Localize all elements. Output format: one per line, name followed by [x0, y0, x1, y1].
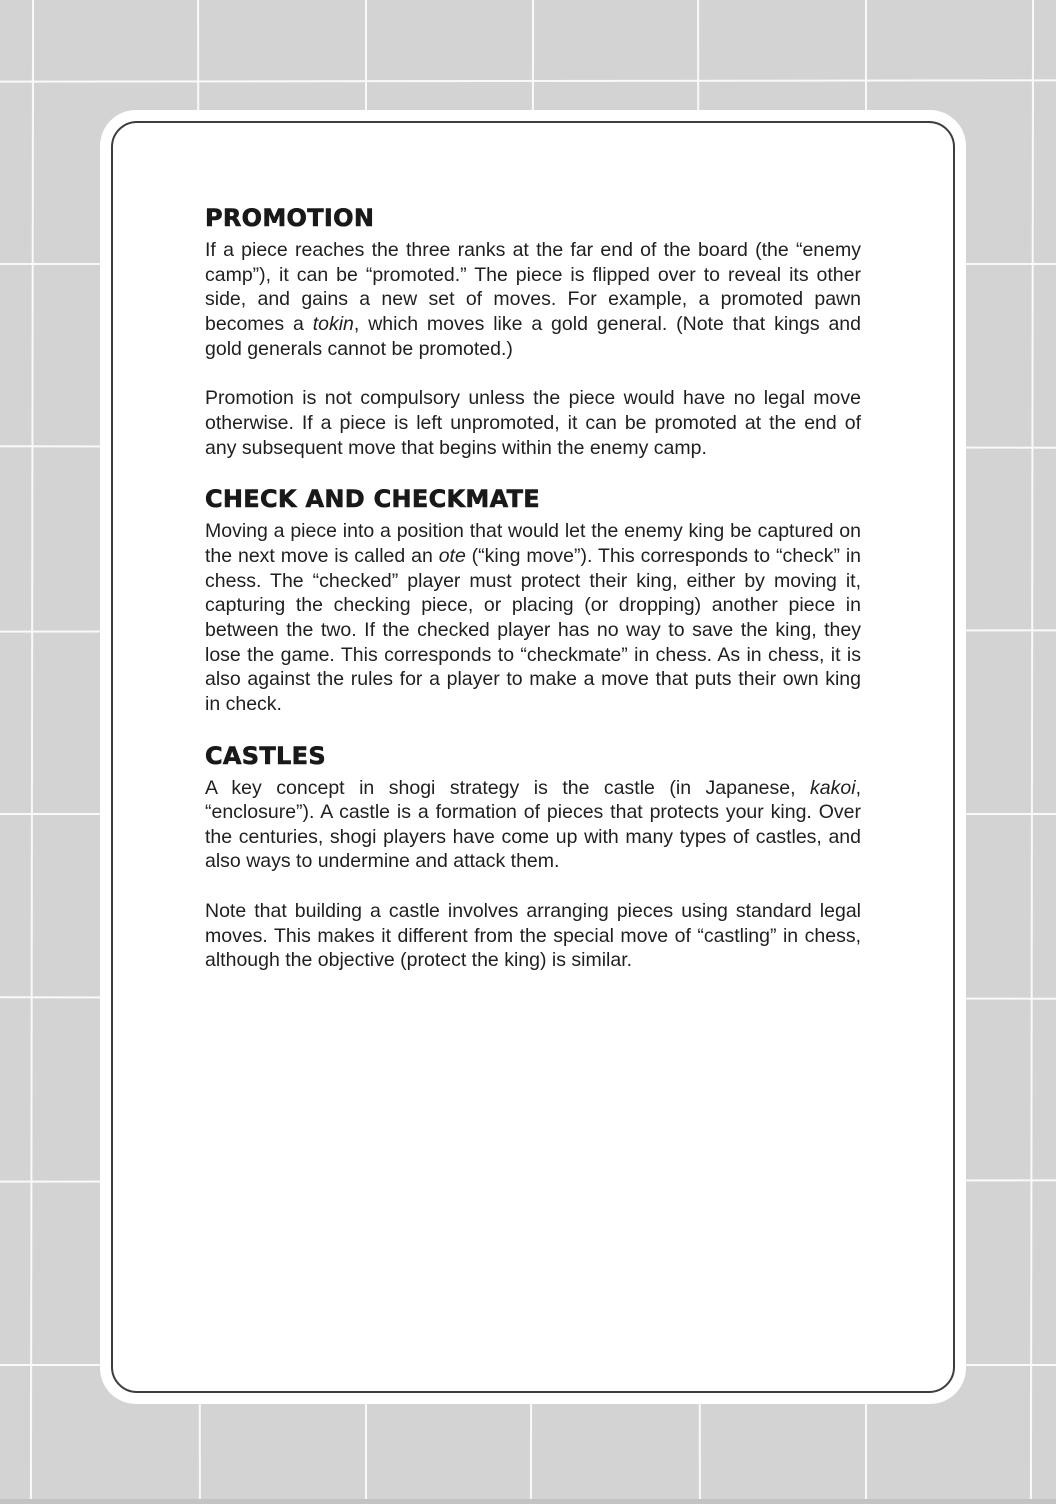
grid-line-horizontal [0, 79, 1056, 82]
paragraph [205, 386, 861, 460]
section-castles [205, 743, 861, 974]
text-segment: Promotion is not compulsory unless the piece would have no legal move otherwise. If a piece is left unpromoted, it can be promoted at the end of any subsequent move that begins within the enemy camp. [205, 387, 861, 459]
page-card [100, 110, 966, 1404]
section-promotion [205, 205, 861, 460]
italic-term-kakoi: kakoi [810, 776, 856, 799]
page-content [205, 205, 861, 973]
text-segment: , “enclosure”). A castle is a formation of pieces that protects your king. Over the centuries, shogi players have come up with many types of castles, and also ways to undermine and attack them. [205, 776, 861, 873]
paragraph [205, 899, 861, 973]
text-segment: Moving a piece into a position that would let the enemy king be captured on the next move is called an [205, 520, 861, 567]
section-heading-castles: CASTLES [205, 741, 326, 770]
italic-term-tokin: tokin [312, 312, 354, 335]
text-segment: (“king move”). This corresponds to “check” in chess. The “checked” player must protect their king, either by moving it, capturing the checking piece, or placing (or dropping) another piece in between the two. If the checked player has no way to save the king, they lose the game. This corresponds to “checkmate” in chess. As in chess, it is also against the rules for a player to make a move that puts their own king in check. [205, 544, 861, 715]
paragraph [205, 238, 861, 361]
italic-term-ote: ote [438, 544, 466, 567]
section-check-and-checkmate [205, 486, 861, 716]
paragraph [205, 776, 861, 875]
text-segment: If a piece reaches the three ranks at the far end of the board (the “enemy camp”), it can be “promoted.” The piece is flipped over to reveal its other side, and gains a new set of moves. For example, a promoted pawn becomes a [205, 239, 861, 335]
paragraph [205, 519, 861, 716]
grid-line-vertical [30, 0, 34, 1504]
section-heading-promotion: PROMOTION [205, 204, 375, 232]
text-segment: A key concept in shogi strategy is the castle (in Japanese, [205, 776, 811, 799]
grid-line-vertical [1030, 0, 1034, 1504]
text-segment: , which moves like a gold general. (Note that kings and gold generals cannot be promoted.) [205, 312, 861, 360]
page-bottom-edge [0, 1499, 1056, 1504]
text-segment: Note that building a castle involves arranging pieces using standard legal moves. This makes it different from the special move of “castling” in chess, although the objective (protect the king) is similar. [205, 900, 861, 972]
section-heading-check-and-checkmate: CHECK AND CHECKMATE [205, 485, 540, 514]
